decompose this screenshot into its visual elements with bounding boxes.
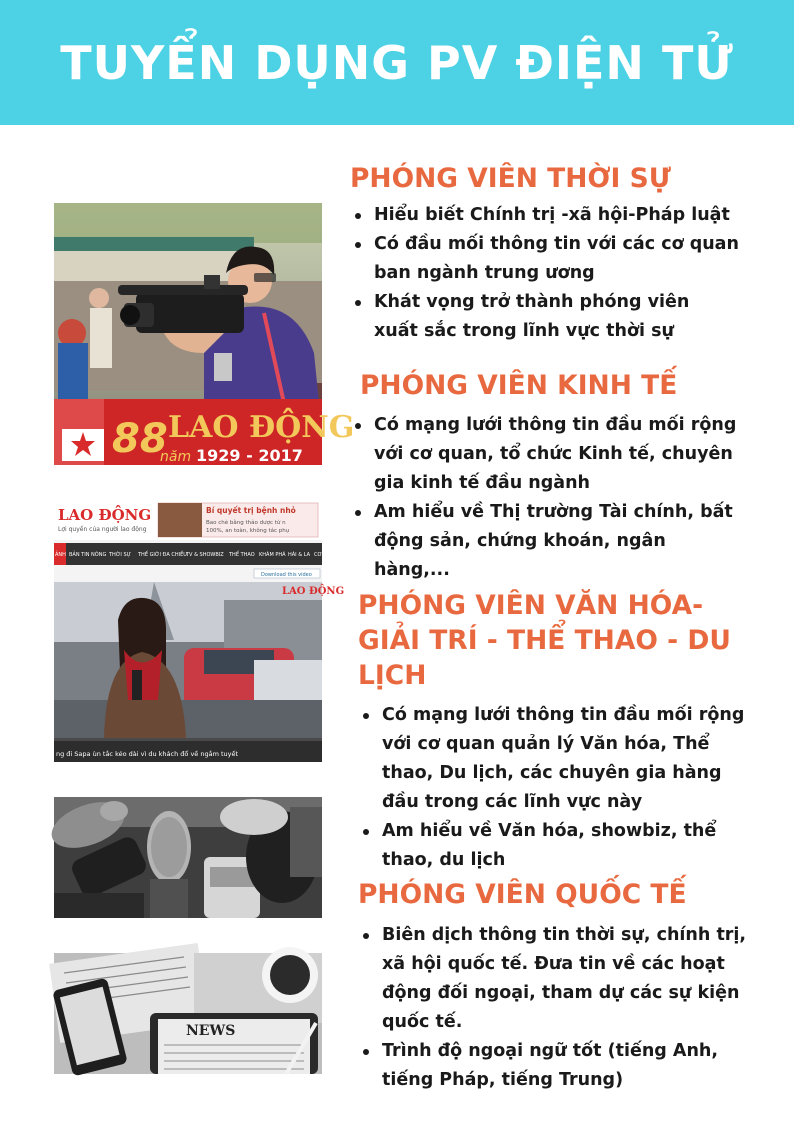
- list-item: Am hiểu về Văn hóa, showbiz, thể thao, du lịch: [358, 817, 728, 875]
- video-ad-text-1: Bao chè bằng thảo dược từ n: [206, 520, 286, 526]
- list-item: Có mạng lưới thông tin đầu mối rộng với cơ quan quản lý Văn hóa, Thể thao, Du lịch, các chuyên gia hàng đầu trong các lĩnh vực này: [358, 701, 762, 817]
- newspaper-headline: NEWS: [186, 1023, 236, 1039]
- nam-label: năm: [160, 449, 192, 465]
- video-caption: ng đi Sapa ùn tắc kéo dài vì du khách đổ về ngắm tuyết: [56, 750, 239, 758]
- list-item: Khát vọng trở thành phóng viên xuất sắc trong lĩnh vực thời sự: [350, 288, 704, 346]
- video-nav-item: HÀI & LA: [288, 552, 311, 558]
- section-title: PHÓNG VIÊN QUỐC TẾ: [358, 879, 687, 910]
- video-watermark: LAO ĐỘNG: [282, 586, 345, 597]
- microphones-photo: [54, 797, 322, 918]
- video-nav-item: THẾ GIỚI ĐA CHIỀU: [138, 552, 187, 558]
- page-title: TUYỂN DỤNG PV ĐIỆN TỬ: [60, 35, 734, 90]
- section-van-hoa: [358, 588, 768, 875]
- video-nav-item: THỂ THAO: [229, 552, 255, 558]
- list-item: Hiểu biết Chính trị -xã hội-Pháp luật: [350, 201, 770, 230]
- cameraman-photo: [54, 203, 355, 465]
- video-nav-item: THỜI SỰ: [109, 552, 131, 558]
- list-item: Biên dịch thông tin thời sự, chính trị, xã hội quốc tế. Đưa tin về các hoạt động đối ngoại, tham dự các sự kiện quốc tế.: [358, 921, 762, 1037]
- list-item: Có đầu mối thông tin với các cơ quan ban ngành trung ương: [350, 230, 744, 288]
- cameraman-logo: LAO ĐỘNG: [168, 410, 355, 445]
- video-nav-item: TV & SHOWBIZ: [186, 552, 224, 558]
- video-nav-item: ẢNH: [55, 552, 66, 558]
- video-nav-item: CƠ: [314, 552, 323, 558]
- section-title: PHÓNG VIÊN VĂN HÓA- GIẢI TRÍ - THỂ THAO - DU LỊCH: [358, 590, 731, 691]
- section-title: PHÓNG VIÊN THỜI SỰ: [350, 163, 671, 194]
- video-slogan: Lợi quyền của người lao động: [58, 526, 147, 533]
- section-kinh-te: [350, 368, 770, 585]
- video-ad-title: Bí quyết trị bệnh nhỏ: [206, 506, 296, 515]
- list-item: Trình độ ngoại ngữ tốt (tiếng Anh, tiếng Pháp, tiếng Trung): [358, 1037, 742, 1095]
- video-ad-text-2: 100%, an toàn, không tác phụ: [206, 528, 290, 534]
- section-thoi-su: [350, 161, 770, 346]
- video-nav-item: KHÁM PHÁ: [259, 552, 286, 558]
- list-item: Am hiểu về Thị trường Tài chính, bất động sản, chứng khoán, ngân hàng,...: [350, 498, 746, 585]
- header-banner: [0, 0, 794, 125]
- newspaper-photo: [54, 953, 322, 1074]
- anniversary-number: 88: [112, 416, 168, 462]
- list-item: Có mạng lưới thông tin đầu mối rộng với cơ quan, tổ chức Kinh tế, chuyên gia kinh tế đầu ngành: [350, 411, 746, 498]
- video-nav-item: BẢN TIN NÓNG: [69, 552, 107, 558]
- video-screenshot-photo: [54, 500, 345, 762]
- download-link: Download this video: [261, 572, 312, 578]
- video-logo: LAO ĐỘNG: [58, 506, 152, 524]
- years-label: 1929 - 2017: [196, 446, 303, 465]
- section-quoc-te: [358, 877, 768, 1095]
- section-title: PHÓNG VIÊN KINH TẾ: [360, 370, 678, 401]
